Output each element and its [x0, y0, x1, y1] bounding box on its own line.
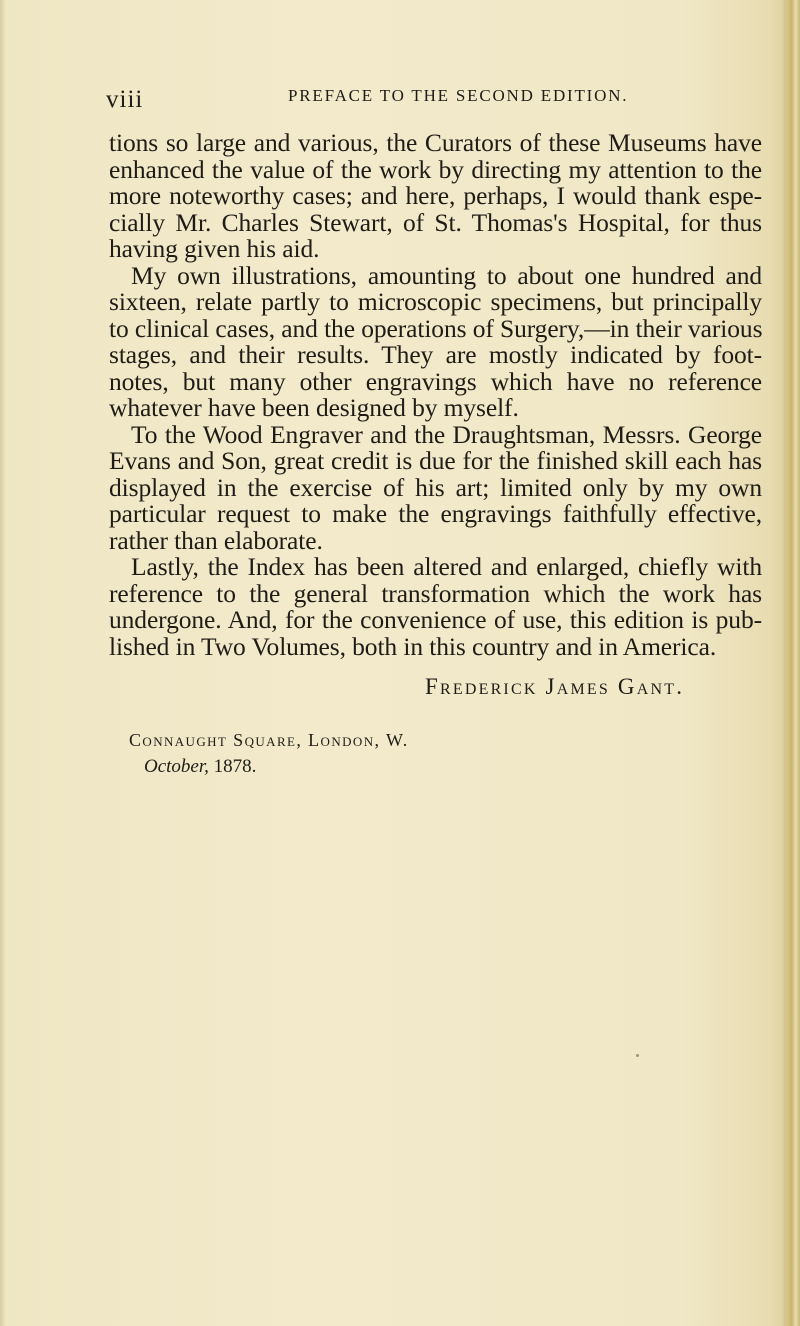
paper-speck	[636, 1054, 639, 1057]
text-line: enhanced the value of the work by directing my attention to the	[109, 154, 762, 184]
text-line: lished in Two Volumes, both in this country and in America.	[109, 631, 717, 661]
text-line: more noteworthy cases; and here, perhaps, I would thank espe-	[109, 181, 762, 210]
running-head	[106, 86, 756, 116]
date-month: October	[144, 756, 205, 777]
book-spine	[786, 0, 800, 1326]
text-line: having given his aid.	[109, 234, 320, 263]
author-signature: Frederick James Gant.	[425, 674, 685, 699]
text-line: tions so large and various, the Curators of these Museums have	[109, 128, 762, 157]
date-separator: ,	[204, 756, 214, 777]
date-line	[144, 756, 256, 778]
text-line: notes, but many other engravings which have no reference	[109, 366, 762, 396]
text-line: Evans and Son, great credit is due for the finished skill each has	[109, 446, 762, 475]
date-year: 1878.	[213, 756, 257, 777]
page-edge-shadow	[0, 0, 6, 1326]
page-number: viii	[106, 86, 144, 113]
text-line: to clinical cases, and the operations of Surgery,—in their various	[109, 313, 763, 343]
preface-text	[109, 130, 762, 660]
text-line: whatever have been designed by myself.	[109, 393, 519, 422]
text-line: rather than elaborate.	[109, 525, 323, 555]
text-line: To the Wood Engraver and the Draughtsman, Messrs. George	[131, 419, 762, 449]
text-line: undergone. And, for the convenience of use, this edition is pub-	[109, 605, 762, 634]
text-line: My own illustrations, amounting to about one hundred and	[131, 260, 762, 290]
text-line: particular request to make the engravings faithfully effective,	[109, 499, 762, 528]
running-title: PREFACE TO THE SECOND EDITION.	[288, 86, 629, 105]
text-line: sixteen, relate partly to microscopic specimens, but principally	[109, 287, 762, 316]
text-line: reference to the general transformation which the work has	[109, 578, 762, 608]
text-line: Lastly, the Index has been altered and enlarged, chiefly with	[131, 552, 762, 581]
address-line: Connaught Square, London, W.	[129, 730, 409, 750]
text-line: cially Mr. Charles Stewart, of St. Thomas's Hospital, for thus	[109, 207, 762, 237]
text-line: stages, and their results. They are mostly indicated by foot-	[109, 340, 762, 369]
text-line: displayed in the exercise of his art; limited only by my own	[109, 472, 762, 502]
